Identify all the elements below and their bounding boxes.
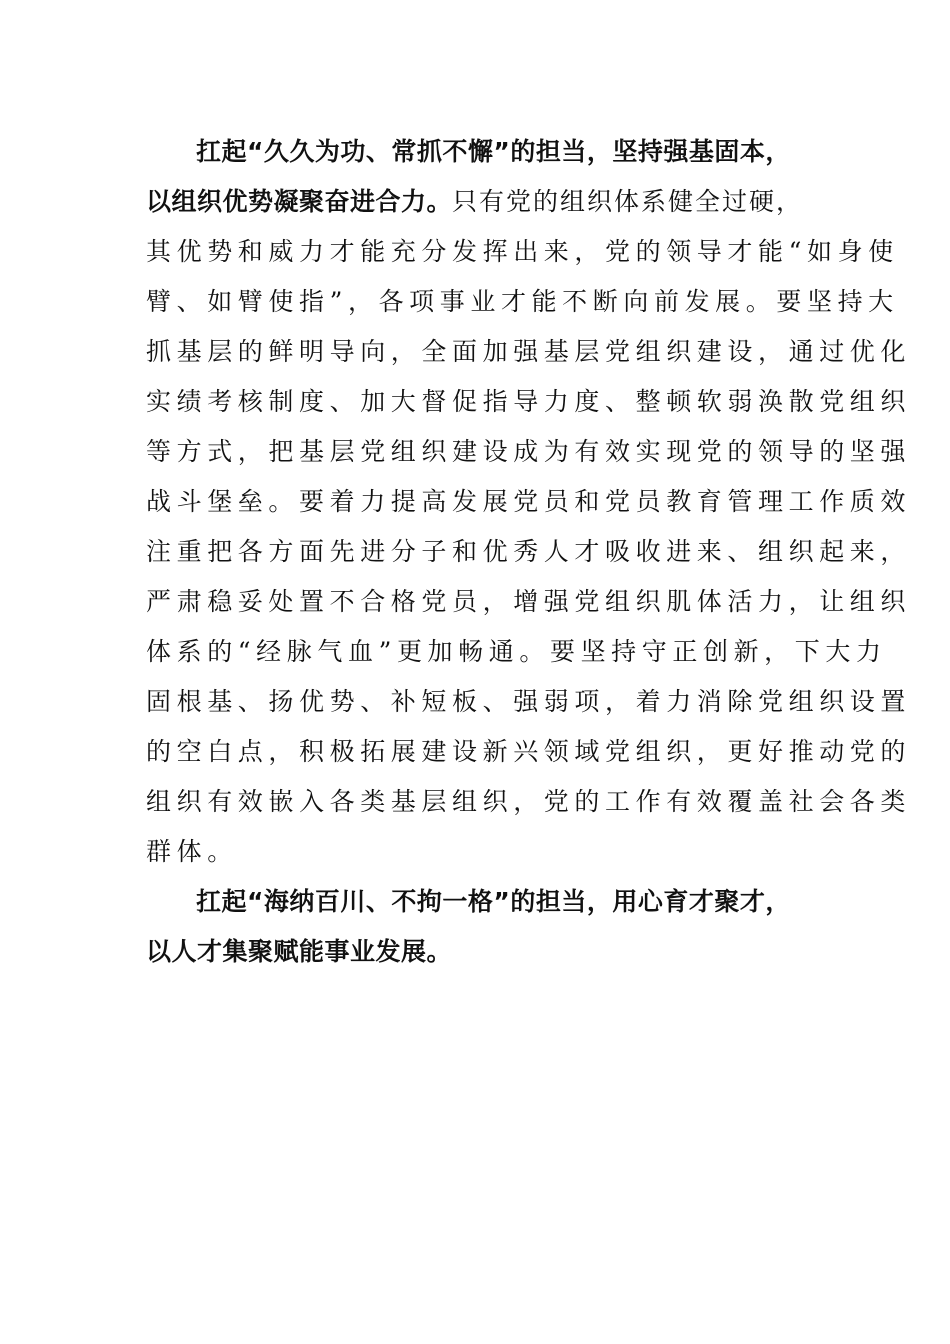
paragraph-1-line: 严肃稳妥处置不合格党员，增强党组织肌体活力，让组织 <box>146 587 912 616</box>
paragraph-1-line: 其优势和威力才能充分发挥出来，党的领导才能“如身使 <box>146 237 899 266</box>
paragraph-1-line: 组织有效嵌入各类基层组织，党的工作有效覆盖社会各类 <box>146 787 912 816</box>
paragraph-1-line: 等方式，把基层党组织建设成为有效实现党的领导的坚强 <box>146 437 912 466</box>
paragraph-1-line: 注重把各方面先进分子和优秀人才吸收进来、组织起来， <box>146 537 912 566</box>
paragraph-1-line: 抓基层的鲜明导向，全面加强基层党组织建设，通过优化 <box>146 337 912 366</box>
paragraph-1-heading-line-1: 扛起“久久为功、常抓不懈”的担当，坚持强基固本， <box>196 137 791 166</box>
paragraph-1-line: 的空白点，积极拓展建设新兴领域党组织，更好推动党的 <box>146 737 912 766</box>
paragraph-1-line: 臂、如臂使指”，各项事业才能不断向前发展。要坚持大 <box>146 287 899 316</box>
paragraph-1-heading-line-2 <box>146 177 846 227</box>
paragraph-2-heading-line-1: 扛起“海纳百川、不拘一格”的担当，用心育才聚才， <box>196 887 791 916</box>
paragraph-1-heading-bold-part: 以组织优势凝聚奋进合力。 <box>146 187 453 216</box>
paragraph-1-line: 战斗堡垒。要着力提高发展党员和党员教育管理工作质效 <box>146 487 912 516</box>
paragraph-1-line: 固根基、扬优势、补短板、强弱项，着力消除党组织设置 <box>146 687 912 716</box>
paragraph-1-line: 实绩考核制度、加大督促指导力度、整顿软弱涣散党组织 <box>146 387 912 416</box>
paragraph-1-line: 群体。 <box>146 837 238 866</box>
paragraph-1-line: 体系的“经脉气血”更加畅通。要坚持守正创新，下大力 <box>146 637 887 666</box>
paragraph-2-heading-line-2: 以人才集聚赋能事业发展。 <box>146 937 453 966</box>
paragraph-1-body-start: 只有党的组织体系健全过硬， <box>452 187 804 216</box>
